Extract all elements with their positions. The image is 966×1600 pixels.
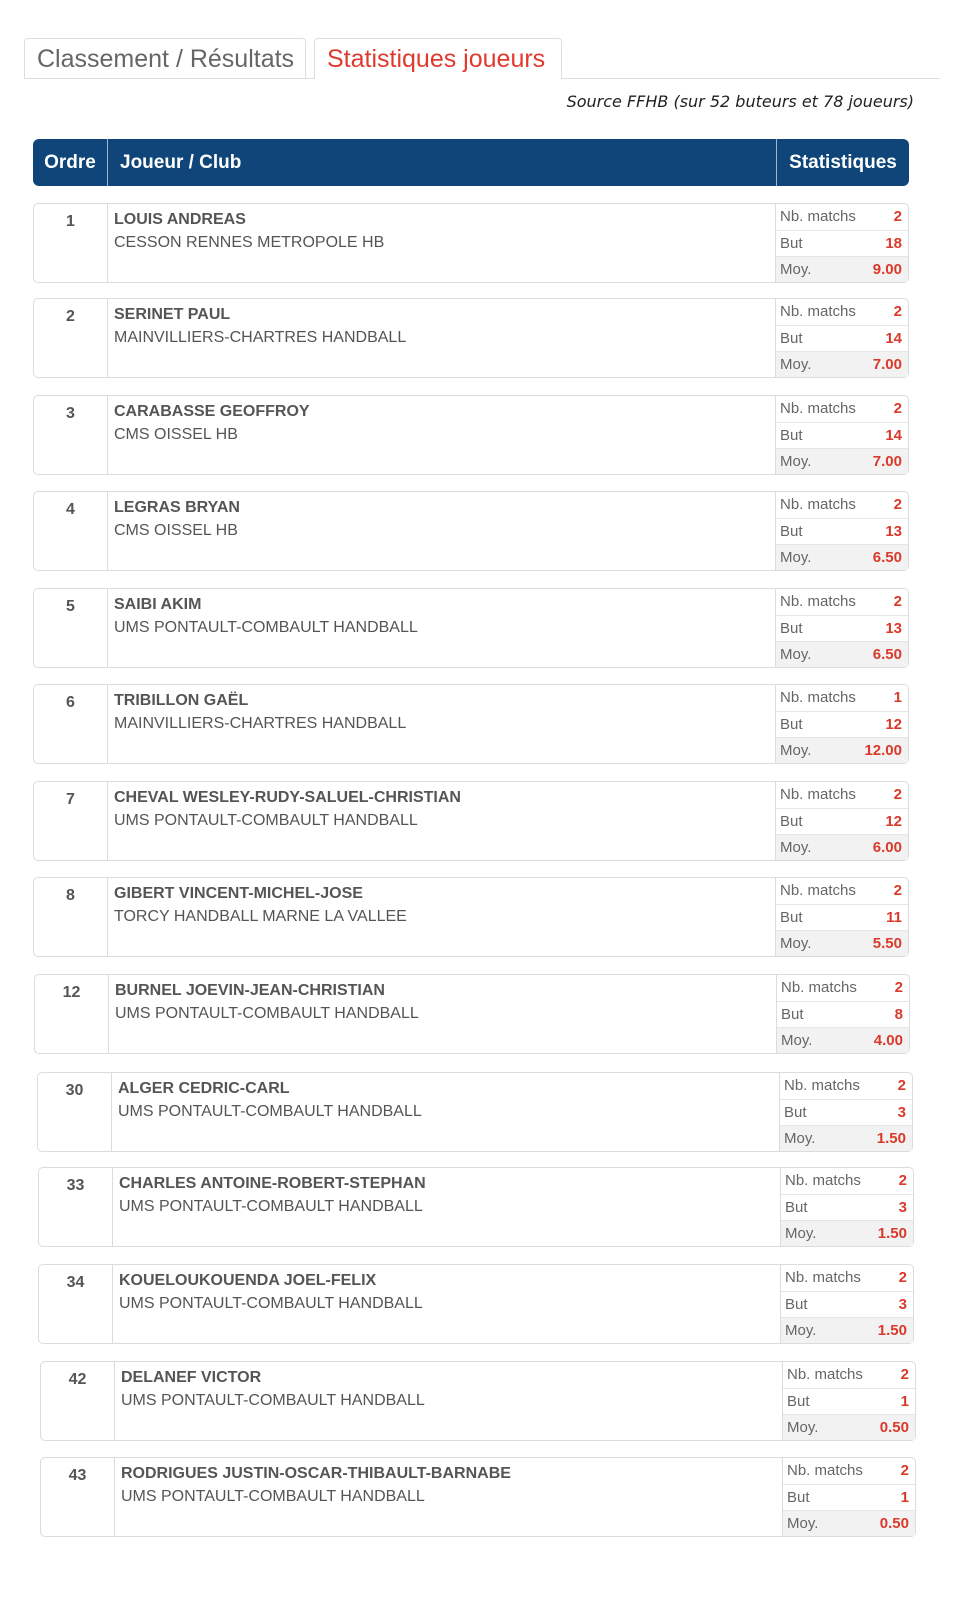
row-stats xyxy=(775,396,908,474)
stat-matches xyxy=(776,492,908,518)
stat-matches xyxy=(776,782,908,808)
table-row xyxy=(33,298,909,378)
table-row xyxy=(38,1167,914,1247)
stat-goals-value: 3 xyxy=(898,1296,907,1313)
table-row xyxy=(40,1457,916,1537)
tab-classement-resultats[interactable]: Classement / Résultats xyxy=(24,38,306,78)
table-row xyxy=(33,877,909,957)
stat-average-label: Moy. xyxy=(780,356,812,373)
table-row xyxy=(33,588,909,668)
stat-matches-label: Nb. matchs xyxy=(780,208,856,225)
stat-goals-label: But xyxy=(787,1393,810,1410)
stat-average-label: Moy. xyxy=(787,1515,819,1532)
stat-average xyxy=(781,1317,913,1343)
stat-matches-label: Nb. matchs xyxy=(784,1077,860,1094)
stat-goals xyxy=(783,1484,915,1510)
player-name[interactable]: CHEVAL WESLEY-RUDY-SALUEL-CHRISTIAN xyxy=(114,789,461,806)
row-stats xyxy=(782,1458,915,1536)
stat-matches-label: Nb. matchs xyxy=(785,1172,861,1189)
stat-goals xyxy=(781,1291,913,1317)
player-name[interactable]: ALGER CEDRIC-CARL xyxy=(118,1080,290,1097)
stat-goals-label: But xyxy=(780,235,803,252)
stat-average-label: Moy. xyxy=(780,549,812,566)
stat-matches xyxy=(776,589,908,615)
row-rank: 1 xyxy=(34,204,108,282)
club-name[interactable]: UMS PONTAULT-COMBAULT HANDBALL xyxy=(119,1198,423,1215)
stat-matches-value: 2 xyxy=(893,303,902,320)
stat-goals-value: 3 xyxy=(897,1104,906,1121)
stat-average-value: 1.50 xyxy=(876,1130,906,1147)
stat-matches-value: 2 xyxy=(893,593,902,610)
stat-matches-label: Nb. matchs xyxy=(780,303,856,320)
stat-matches-label: Nb. matchs xyxy=(785,1269,861,1286)
table-row xyxy=(33,395,909,475)
table-row xyxy=(33,684,909,764)
stat-average-label: Moy. xyxy=(780,646,812,663)
stat-matches xyxy=(776,299,908,325)
player-name[interactable]: SERINET PAUL xyxy=(114,306,231,323)
stat-goals-label: But xyxy=(785,1199,808,1216)
header-statistics: Statistiques xyxy=(776,139,909,186)
table-row xyxy=(37,1072,913,1152)
stat-average-value: 0.50 xyxy=(879,1419,909,1436)
stat-average xyxy=(783,1414,915,1440)
row-rank: 43 xyxy=(41,1458,115,1536)
stat-goals-value: 18 xyxy=(885,235,902,252)
stat-matches xyxy=(776,685,908,711)
row-stats xyxy=(775,204,908,282)
stat-goals-label: But xyxy=(787,1489,810,1506)
row-rank: 2 xyxy=(34,299,108,377)
row-stats xyxy=(779,1073,912,1151)
table-row xyxy=(40,1361,916,1441)
stat-average-label: Moy. xyxy=(780,261,812,278)
row-rank: 30 xyxy=(38,1073,112,1151)
row-stats xyxy=(775,492,908,570)
stat-average-label: Moy. xyxy=(781,1032,813,1049)
club-name[interactable]: UMS PONTAULT-COMBAULT HANDBALL xyxy=(114,812,418,829)
row-rank: 7 xyxy=(34,782,108,860)
stat-matches xyxy=(776,396,908,422)
stat-goals-value: 13 xyxy=(885,620,902,637)
stat-goals-value: 12 xyxy=(885,716,902,733)
stat-goals-label: But xyxy=(780,716,803,733)
stat-goals-label: But xyxy=(780,813,803,830)
stat-goals-value: 14 xyxy=(885,427,902,444)
source-note: Source FFHB (sur 52 buteurs et 78 joueurs) xyxy=(566,92,914,111)
stat-goals xyxy=(776,615,908,641)
stat-matches-label: Nb. matchs xyxy=(787,1366,863,1383)
table-row xyxy=(34,974,910,1054)
player-name[interactable]: SAIBI AKIM xyxy=(114,596,202,613)
stat-goals xyxy=(776,518,908,544)
stat-average-value: 9.00 xyxy=(872,261,902,278)
row-stats xyxy=(775,299,908,377)
stat-average xyxy=(776,256,908,282)
stat-goals xyxy=(776,711,908,737)
row-rank: 33 xyxy=(39,1168,113,1246)
club-name[interactable]: CMS OISSEL HB xyxy=(114,426,238,443)
tab-bar xyxy=(24,38,940,79)
stat-goals xyxy=(781,1194,913,1220)
stat-matches-label: Nb. matchs xyxy=(781,979,857,996)
club-name[interactable]: CMS OISSEL HB xyxy=(114,522,238,539)
stat-average-value: 6.00 xyxy=(872,839,902,856)
club-name[interactable]: UMS PONTAULT-COMBAULT HANDBALL xyxy=(114,619,418,636)
stat-matches xyxy=(781,1265,913,1291)
stat-matches xyxy=(777,975,909,1001)
stat-average xyxy=(776,930,908,956)
club-name[interactable]: MAINVILLIERS-CHARTRES HANDBALL xyxy=(114,715,407,732)
stat-average-label: Moy. xyxy=(785,1322,817,1339)
stat-matches-label: Nb. matchs xyxy=(780,882,856,899)
stat-matches xyxy=(781,1168,913,1194)
player-name[interactable]: CHARLES ANTOINE-ROBERT-STEPHAN xyxy=(119,1175,426,1192)
player-name[interactable]: CARABASSE GEOFFROY xyxy=(114,403,310,420)
stat-average-value: 0.50 xyxy=(879,1515,909,1532)
stat-goals xyxy=(776,808,908,834)
row-rank: 4 xyxy=(34,492,108,570)
stat-matches xyxy=(780,1073,912,1099)
tab-statistiques-joueurs[interactable]: Statistiques joueurs xyxy=(314,38,562,79)
row-rank: 34 xyxy=(39,1265,113,1343)
stat-average-label: Moy. xyxy=(787,1419,819,1436)
stat-matches-label: Nb. matchs xyxy=(780,593,856,610)
stat-goals-value: 3 xyxy=(898,1199,907,1216)
stat-matches-label: Nb. matchs xyxy=(780,496,856,513)
player-name[interactable]: LOUIS ANDREAS xyxy=(114,211,246,228)
row-stats xyxy=(780,1168,913,1246)
stat-goals-label: But xyxy=(780,427,803,444)
stat-matches-label: Nb. matchs xyxy=(787,1462,863,1479)
stat-goals-value: 1 xyxy=(900,1489,909,1506)
stat-matches-value: 2 xyxy=(893,496,902,513)
stat-matches-value: 2 xyxy=(894,979,903,996)
stat-goals-value: 8 xyxy=(894,1006,903,1023)
stat-goals xyxy=(776,904,908,930)
stat-average-label: Moy. xyxy=(780,453,812,470)
stat-matches xyxy=(783,1458,915,1484)
row-stats xyxy=(780,1265,913,1343)
stat-goals-label: But xyxy=(780,330,803,347)
stat-average-value: 6.50 xyxy=(872,646,902,663)
stat-goals xyxy=(777,1001,909,1027)
table-row xyxy=(33,203,909,283)
stat-average xyxy=(783,1510,915,1536)
stat-goals xyxy=(776,230,908,256)
table-row xyxy=(33,781,909,861)
stat-average xyxy=(776,351,908,377)
club-name[interactable]: CESSON RENNES METROPOLE HB xyxy=(114,234,385,251)
row-rank: 5 xyxy=(34,589,108,667)
stat-matches-value: 1 xyxy=(893,689,902,706)
stat-matches-value: 2 xyxy=(893,208,902,225)
stat-average-label: Moy. xyxy=(780,742,812,759)
table-row xyxy=(38,1264,914,1344)
stat-matches-value: 2 xyxy=(893,400,902,417)
player-name[interactable]: KOUELOUKOUENDA JOEL-FELIX xyxy=(119,1272,377,1289)
row-rank: 6 xyxy=(34,685,108,763)
stat-matches-value: 2 xyxy=(897,1077,906,1094)
stat-goals xyxy=(776,325,908,351)
stat-matches xyxy=(776,878,908,904)
row-stats xyxy=(776,975,909,1053)
stat-goals-label: But xyxy=(780,523,803,540)
stat-goals-value: 12 xyxy=(885,813,902,830)
stat-average-value: 7.00 xyxy=(872,453,902,470)
stat-matches-label: Nb. matchs xyxy=(780,689,856,706)
row-stats xyxy=(782,1362,915,1440)
row-rank: 42 xyxy=(41,1362,115,1440)
stat-goals xyxy=(776,422,908,448)
table-row xyxy=(33,491,909,571)
stat-average-value: 5.50 xyxy=(872,935,902,952)
stat-goals xyxy=(783,1388,915,1414)
row-stats xyxy=(775,685,908,763)
stat-goals xyxy=(780,1099,912,1125)
stat-average-label: Moy. xyxy=(784,1130,816,1147)
stat-matches-value: 2 xyxy=(893,786,902,803)
stat-goals-label: But xyxy=(785,1296,808,1313)
club-name[interactable]: UMS PONTAULT-COMBAULT HANDBALL xyxy=(121,1392,425,1409)
stat-matches-value: 2 xyxy=(900,1366,909,1383)
player-name[interactable]: GIBERT VINCENT-MICHEL-JOSE xyxy=(114,885,363,902)
stat-matches xyxy=(776,204,908,230)
row-rank: 3 xyxy=(34,396,108,474)
stat-matches-label: Nb. matchs xyxy=(780,786,856,803)
stat-matches-value: 2 xyxy=(893,882,902,899)
stat-average xyxy=(776,834,908,860)
stat-average-label: Moy. xyxy=(780,935,812,952)
table-header xyxy=(33,139,909,186)
stat-goals-label: But xyxy=(780,909,803,926)
header-player-club: Joueur / Club xyxy=(120,152,242,173)
stat-average xyxy=(776,544,908,570)
row-rank: 12 xyxy=(35,975,109,1053)
stat-average-value: 1.50 xyxy=(877,1225,907,1242)
player-name[interactable]: RODRIGUES JUSTIN-OSCAR-THIBAULT-BARNABE xyxy=(121,1465,511,1482)
stat-goals-label: But xyxy=(784,1104,807,1121)
stat-goals-value: 13 xyxy=(885,523,902,540)
club-name[interactable]: UMS PONTAULT-COMBAULT HANDBALL xyxy=(121,1488,425,1505)
stat-average-value: 1.50 xyxy=(877,1322,907,1339)
stat-matches xyxy=(783,1362,915,1388)
row-stats xyxy=(775,878,908,956)
stat-matches-value: 2 xyxy=(898,1172,907,1189)
row-stats xyxy=(775,589,908,667)
stat-average xyxy=(776,641,908,667)
player-name[interactable]: BURNEL JOEVIN-JEAN-CHRISTIAN xyxy=(115,982,385,999)
stat-average xyxy=(777,1027,909,1053)
stat-average xyxy=(781,1220,913,1246)
club-name[interactable]: UMS PONTAULT-COMBAULT HANDBALL xyxy=(119,1295,423,1312)
stat-average xyxy=(776,448,908,474)
stat-matches-value: 2 xyxy=(898,1269,907,1286)
player-name[interactable]: LEGRAS BRYAN xyxy=(114,499,240,516)
stat-average-value: 7.00 xyxy=(872,356,902,373)
stat-average-value: 12.00 xyxy=(864,742,902,759)
club-name[interactable]: UMS PONTAULT-COMBAULT HANDBALL xyxy=(115,1005,419,1022)
stat-goals-label: But xyxy=(781,1006,804,1023)
stat-average-value: 6.50 xyxy=(872,549,902,566)
stat-average-value: 4.00 xyxy=(873,1032,903,1049)
player-name[interactable]: TRIBILLON GAËL xyxy=(114,692,249,709)
stat-goals-label: But xyxy=(780,620,803,637)
club-name[interactable]: MAINVILLIERS-CHARTRES HANDBALL xyxy=(114,329,407,346)
header-rank: Ordre xyxy=(33,139,108,186)
stat-average xyxy=(780,1125,912,1151)
stat-average-label: Moy. xyxy=(785,1225,817,1242)
stat-matches-value: 2 xyxy=(900,1462,909,1479)
player-name[interactable]: DELANEF VICTOR xyxy=(121,1369,262,1386)
row-rank: 8 xyxy=(34,878,108,956)
stat-average-label: Moy. xyxy=(780,839,812,856)
row-stats xyxy=(775,782,908,860)
club-name[interactable]: UMS PONTAULT-COMBAULT HANDBALL xyxy=(118,1103,422,1120)
stat-goals-value: 14 xyxy=(885,330,902,347)
stat-matches-label: Nb. matchs xyxy=(780,400,856,417)
stat-average xyxy=(776,737,908,763)
club-name[interactable]: TORCY HANDBALL MARNE LA VALLEE xyxy=(114,908,407,925)
stat-goals-value: 11 xyxy=(886,909,902,926)
stat-goals-value: 1 xyxy=(900,1393,909,1410)
